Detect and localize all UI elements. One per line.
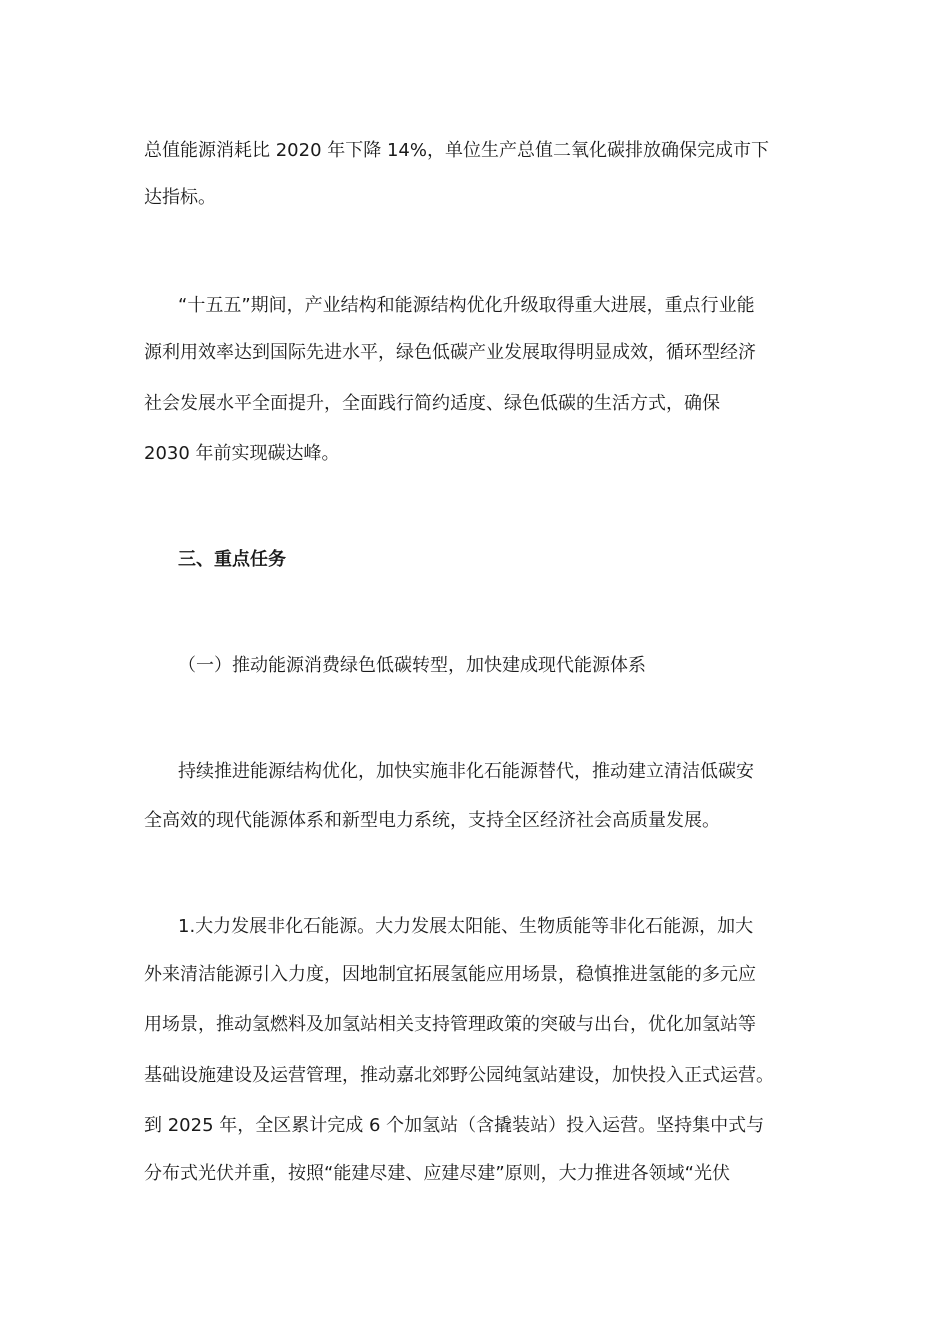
paragraph-2-line-1: “十五五”期间，产业结构和能源结构优化升级取得重大进展，重点行业能 [178,295,755,316]
paragraph-4-line-4: 基础设施建设及运营管理，推动嘉北郊野公园纯氢站建设，加快投入正式运营。 [144,1065,774,1086]
paragraph-2-line-2: 源利用效率达到国际先进水平，绿色低碳产业发展取得明显成效，循环型经济 [144,342,756,363]
subsection-heading: （一）推动能源消费绿色低碳转型，加快建成现代能源体系 [178,655,646,676]
paragraph-4-line-2: 外来清洁能源引入力度，因地制宜拓展氢能应用场景，稳慎推进氢能的多元应 [144,964,756,985]
paragraph-4-line-5: 到 2025 年，全区累计完成 6 个加氢站（含撬装站）投入运营。坚持集中式与 [144,1115,765,1136]
paragraph-3-line-1: 持续推进能源结构优化，加快实施非化石能源替代，推动建立清洁低碳安 [178,761,754,782]
paragraph-1-line-2: 达指标。 [144,187,216,208]
paragraph-1-line-1: 总值能源消耗比 2020 年下降 14%，单位生产总值二氧化碳排放确保完成市下 [144,140,769,161]
paragraph-4-line-1: 1.大力发展非化石能源。大力发展太阳能、生物质能等非化石能源，加大 [178,916,754,937]
paragraph-2-line-3: 社会发展水平全面提升，全面践行简约适度、绿色低碳的生活方式，确保 [144,393,720,414]
section-heading: 三、重点任务 [178,549,286,570]
paragraph-3-line-2: 全高效的现代能源体系和新型电力系统，支持全区经济社会高质量发展。 [144,810,720,831]
paragraph-2-line-4: 2030 年前实现碳达峰。 [144,443,340,464]
paragraph-4-line-3: 用场景，推动氢燃料及加氢站相关支持管理政策的突破与出台，优化加氢站等 [144,1014,756,1035]
paragraph-4-line-6: 分布式光伏并重，按照“能建尽建、应建尽建”原则，大力推进各领域“光伏 [144,1163,730,1184]
